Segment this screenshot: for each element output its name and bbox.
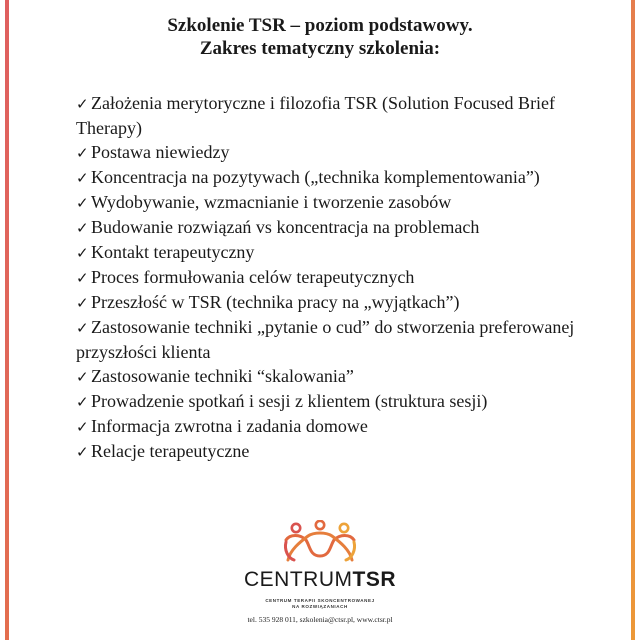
list-item: ✓ Zastosowanie techniki “skalowania” — [76, 364, 616, 389]
checkmark-icon: ✓ — [76, 169, 89, 187]
list-item: ✓ Zastosowanie techniki „pytanie o cud” do stworzenia preferowanej przyszłości klienta — [76, 317, 575, 362]
checkmark-icon: ✓ — [76, 269, 89, 287]
list-item: ✓ Budowanie rozwiązań vs koncentracja na problemach — [76, 215, 616, 240]
checkmark-icon: ✓ — [76, 294, 89, 312]
list-item: ✓ Prowadzenie spotkań i sesji z klientem (struktura sesji) — [76, 389, 616, 414]
page-title — [0, 14, 640, 60]
brand-name: CENTRUMTSR — [244, 568, 396, 591]
checkmark-icon: ✓ — [76, 443, 89, 461]
list-item: ✓ Założenia merytoryczne i filozofia TSR (Solution Focused Brief Therapy) — [76, 93, 556, 138]
checkmark-icon: ✓ — [76, 219, 89, 237]
checkmark-icon: ✓ — [76, 368, 89, 386]
list-item: ✓ Proces formułowania celów terapeutycznych — [76, 265, 616, 290]
title-line-1: Szkolenie TSR – poziom podstawowy. — [167, 15, 473, 36]
list-item: ✓ Przeszłość w TSR (technika pracy na „wyjątkach”) — [76, 290, 616, 315]
list-item: ✓ Wydobywanie, wzmacnianie i tworzenie zasobów — [76, 190, 616, 215]
checkmark-icon: ✓ — [76, 418, 89, 436]
topic-list — [76, 91, 616, 464]
brand-subtitle: CENTRUM TERAPII SKONCENTROWANEJ NA ROZWIĄZANIACH — [265, 598, 375, 609]
checkmark-icon: ✓ — [76, 194, 89, 212]
checkmark-icon: ✓ — [76, 393, 89, 411]
checkmark-icon: ✓ — [76, 319, 89, 337]
checkmark-icon: ✓ — [76, 144, 89, 162]
list-item: ✓ Informacja zwrotna i zadania domowe — [76, 414, 616, 439]
list-item: ✓ Postawa niewiedzy — [76, 140, 616, 165]
list-item: ✓ Koncentracja na pozytywach („technika komplementowania”) — [76, 165, 616, 190]
title-line-2: Zakres tematyczny szkolenia: — [199, 38, 441, 59]
list-item: ✓ Kontakt terapeutyczny — [76, 240, 616, 265]
logo — [0, 520, 640, 564]
list-item: ✓ Relacje terapeutyczne — [76, 439, 616, 464]
contact-info: tel. 535 928 011, szkolenia@ctsr.pl, www.ctsr.pl — [247, 615, 393, 624]
checkmark-icon: ✓ — [76, 95, 89, 113]
checkmark-icon: ✓ — [76, 244, 89, 262]
three-people-holding-hands-icon — [280, 520, 360, 564]
